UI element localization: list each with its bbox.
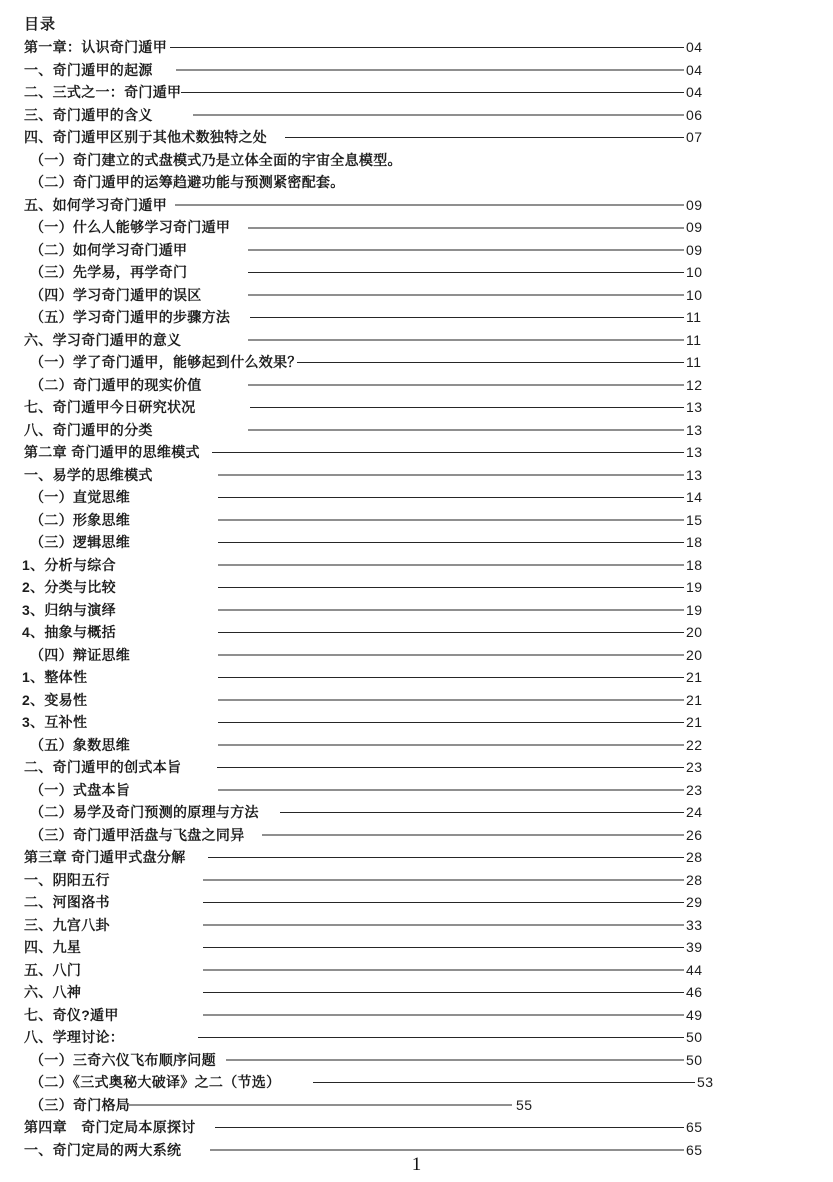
toc-entry [0, 1026, 833, 1049]
leader-line [203, 992, 684, 993]
toc-page-number: 23 [686, 781, 703, 798]
leader-line [218, 587, 684, 588]
toc-page-number: 04 [686, 84, 703, 101]
toc-page-number: 55 [516, 1096, 533, 1113]
leader-line [170, 47, 684, 48]
toc-page-number: 10 [686, 264, 703, 281]
leader-line [248, 384, 684, 386]
toc-entry [0, 891, 833, 914]
toc-entry [0, 59, 833, 82]
toc-entry-title: （四）辩证思维 [30, 646, 131, 663]
leader-line [218, 677, 684, 678]
leader-line [218, 519, 684, 521]
toc-page-number: 53 [697, 1074, 714, 1091]
toc-entry [0, 689, 833, 712]
toc-page-number: 24 [686, 804, 703, 821]
leader-line [203, 879, 684, 881]
toc-page-number: 12 [686, 376, 703, 393]
toc-entry-title: 一、奇门定局的两大系统 [24, 1141, 182, 1158]
toc-entry-title: 一、阴阳五行 [24, 871, 110, 888]
toc-entry-title: （五）学习奇门遁甲的步骤方法 [30, 309, 231, 326]
toc-entry-title: （二）易学及奇门预测的原理与方法 [30, 804, 259, 821]
toc-entry [0, 756, 833, 779]
toc-entry [0, 419, 833, 442]
leader-line [217, 767, 684, 768]
toc-page-number: 29 [686, 894, 703, 911]
toc-entry [0, 509, 833, 532]
toc-entry [0, 261, 833, 284]
toc-entry [0, 734, 833, 757]
toc-entries [0, 36, 833, 1161]
toc-entry [0, 531, 833, 554]
leader-line [285, 137, 684, 138]
toc-entry [0, 464, 833, 487]
toc-page-number: 13 [686, 444, 703, 461]
toc-entry [0, 1049, 833, 1072]
toc-entry-title: （一）直觉思维 [30, 489, 131, 506]
toc-entry [0, 711, 833, 734]
toc-entry [0, 554, 833, 577]
toc-entry [0, 171, 833, 194]
toc-page-number: 19 [686, 579, 703, 596]
toc-entry [0, 914, 833, 937]
toc-entry [0, 36, 833, 59]
toc-entry-title: （一）三奇六仪飞布顺序问题 [30, 1051, 216, 1068]
toc-page-number: 15 [686, 511, 703, 528]
leader-line [203, 924, 684, 926]
toc-page-number: 21 [686, 669, 703, 686]
toc-entry-title: 3、互补性 [22, 714, 88, 731]
toc-entry-title: （二）奇门遁甲的运筹趋避功能与预测紧密配套。 [30, 174, 345, 191]
toc-page-number: 65 [686, 1119, 703, 1136]
toc-entry [0, 801, 833, 824]
toc-entry [0, 599, 833, 622]
toc-entry-title: 八、学理讨论： [24, 1029, 125, 1046]
toc-entry [0, 959, 833, 982]
toc-entry [0, 374, 833, 397]
leader-line [203, 902, 684, 903]
toc-page-number: 22 [686, 736, 703, 753]
leader-line [248, 339, 684, 341]
toc-page-number: 11 [686, 331, 702, 348]
toc-page-number: 13 [686, 421, 703, 438]
toc-entry-title: （二）《三式奥秘大破译》之二（节选） [30, 1074, 281, 1091]
toc-page-number: 14 [686, 489, 703, 506]
toc-entry-title: （一）学了奇门遁甲，能够起到什么效果？ [30, 354, 302, 371]
leader-line [218, 789, 684, 791]
leader-line [248, 272, 684, 273]
toc-entry [0, 846, 833, 869]
toc-entry-title: （一）式盘本旨 [30, 781, 131, 798]
toc-entry-title: 六、学习奇门遁甲的意义 [24, 331, 182, 348]
toc-page-number: 11 [686, 354, 702, 371]
toc-page-number: 33 [686, 916, 703, 933]
toc-entry-title: （三）奇门遁甲活盘与飞盘之同异 [30, 826, 245, 843]
toc-entry [0, 486, 833, 509]
toc-page-number: 19 [686, 601, 703, 618]
toc-page-number: 10 [686, 286, 703, 303]
toc-entry [0, 824, 833, 847]
toc-page-number: 13 [686, 466, 703, 483]
toc-entry-title: 第二章 奇门遁甲的思维模式 [24, 444, 200, 461]
toc-entry-title: 第三章 奇门遁甲式盘分解 [24, 849, 186, 866]
toc-entry-title: （一）奇门建立的式盘模式乃是立体全面的宇宙全息模型。 [30, 151, 402, 168]
leader-line [218, 744, 684, 746]
leader-line [215, 1127, 684, 1128]
toc-page-number: 07 [686, 129, 703, 146]
leader-line [218, 564, 684, 566]
toc-entry-title: 2、分类与比较 [22, 579, 116, 596]
toc-page-number: 23 [686, 759, 703, 776]
toc-entry [0, 126, 833, 149]
toc-entry-title: 第四章 奇门定局本原探讨 [24, 1119, 196, 1136]
toc-entry-title: 八、奇门遁甲的分类 [24, 421, 153, 438]
toc-entry-title: （一）什么人能够学习奇门遁甲 [30, 219, 231, 236]
toc-entry-title: （三）奇门格局 [30, 1096, 131, 1113]
leader-line [226, 1059, 684, 1061]
toc-entry [0, 216, 833, 239]
leader-line [198, 1037, 684, 1038]
toc-entry-title: （二）奇门遁甲的现实价值 [30, 376, 202, 393]
toc-entry-title: 七、奇门遁甲今日研究状况 [24, 399, 196, 416]
toc-entry-title: 四、九星 [24, 939, 82, 956]
toc-entry [0, 149, 833, 172]
toc-entry-title: 四、奇门遁甲区别于其他术数独特之处 [24, 129, 268, 146]
leader-line [212, 452, 684, 453]
toc-page-number: 09 [686, 219, 703, 236]
toc-page-number: 46 [686, 984, 703, 1001]
toc-page-number: 28 [686, 849, 703, 866]
leader-line [128, 1104, 512, 1106]
toc-page-number: 04 [686, 39, 703, 56]
toc-entry-title: （二）如何学习奇门遁甲 [30, 241, 188, 258]
toc-entry-title: （三）逻辑思维 [30, 534, 131, 551]
toc-page-number: 20 [686, 646, 703, 663]
toc-page-number: 49 [686, 1006, 703, 1023]
toc-page-number: 28 [686, 871, 703, 888]
leader-line [250, 317, 684, 318]
toc-page-number: 50 [686, 1029, 703, 1046]
toc-entry-title: 二、河图洛书 [24, 894, 110, 911]
toc-entry-title: 1、分析与综合 [22, 556, 116, 573]
toc-page-number: 18 [686, 534, 703, 551]
toc-page-number: 50 [686, 1051, 703, 1068]
toc-entry [0, 396, 833, 419]
toc-entry-title: 3、归纳与演绎 [22, 601, 116, 618]
toc-page-number: 44 [686, 961, 703, 978]
leader-line [210, 1149, 684, 1151]
toc-entry [0, 306, 833, 329]
leader-line [203, 947, 684, 948]
leader-line [248, 227, 684, 229]
leader-line [248, 294, 684, 296]
leader-line [175, 204, 684, 206]
toc-entry [0, 779, 833, 802]
toc-entry [0, 351, 833, 374]
toc-entry-title: 1、整体性 [22, 669, 88, 686]
toc-entry-title: 第一章：认识奇门遁甲 [24, 39, 167, 56]
toc-entry-title: 4、抽象与概括 [22, 624, 116, 641]
toc-entry-title: 2、变易性 [22, 691, 88, 708]
toc-page-number: 18 [686, 556, 703, 573]
toc-entry [0, 666, 833, 689]
leader-line [262, 834, 684, 836]
toc-page-number: 20 [686, 624, 703, 641]
leader-line [218, 722, 684, 723]
toc-page-number: 26 [686, 826, 703, 843]
leader-line [203, 1014, 684, 1016]
leader-line [203, 969, 684, 971]
toc-page-number: 21 [686, 691, 703, 708]
toc-entry [0, 936, 833, 959]
toc-title: 目录 [24, 16, 57, 33]
leader-line [280, 812, 684, 813]
toc-entry [0, 104, 833, 127]
toc-entry [0, 1094, 833, 1117]
leader-line [218, 699, 684, 701]
toc-entry-title: （二）形象思维 [30, 511, 131, 528]
toc-page-number: 06 [686, 106, 703, 123]
toc-entry [0, 1116, 833, 1139]
leader-line [218, 654, 684, 656]
leader-line [181, 92, 684, 93]
toc-entry [0, 81, 833, 104]
toc-entry-title: （五）象数思维 [30, 736, 131, 753]
leader-line [218, 542, 684, 543]
toc-entry-title: 三、九宫八卦 [24, 916, 110, 933]
footer-page-number: 1 [411, 1154, 422, 1175]
leader-line [208, 857, 684, 858]
toc-entry-title: 一、奇门遁甲的起源 [24, 61, 153, 78]
leader-line [250, 407, 684, 408]
leader-line [218, 497, 684, 498]
toc-page-number: 09 [686, 241, 703, 258]
toc-page-number: 21 [686, 714, 703, 731]
leader-line [218, 609, 684, 611]
toc-page-number: 09 [686, 196, 703, 213]
toc-entry [0, 1004, 833, 1027]
toc-entry [0, 1071, 833, 1094]
toc-entry-title: 五、八门 [24, 961, 82, 978]
toc-page-number: 04 [686, 61, 703, 78]
toc-entry-title: 二、奇门遁甲的创式本旨 [24, 759, 182, 776]
leader-line [193, 114, 684, 116]
leader-line [297, 362, 684, 363]
leader-line [176, 69, 684, 71]
toc-entry [0, 576, 833, 599]
leader-line [248, 429, 684, 431]
toc-entry [0, 441, 833, 464]
toc-entry [0, 329, 833, 352]
toc-entry [0, 239, 833, 262]
leader-line [218, 474, 684, 476]
toc-entry [0, 981, 833, 1004]
toc-entry-title: 七、奇仪?遁甲 [24, 1006, 119, 1023]
toc-entry-title: 六、八神 [24, 984, 82, 1001]
toc-page-number: 13 [686, 399, 703, 416]
toc-page-number: 39 [686, 939, 703, 956]
toc-page-number: 65 [686, 1141, 703, 1158]
leader-line [218, 632, 684, 633]
toc-page-number: 11 [686, 309, 702, 326]
toc-entry-title: 三、奇门遁甲的含义 [24, 106, 153, 123]
leader-line [313, 1082, 695, 1083]
toc-entry-title: 二、三式之一：奇门遁甲 [24, 84, 182, 101]
toc-entry-title: 一、易学的思维模式 [24, 466, 153, 483]
toc-entry [0, 621, 833, 644]
leader-line [248, 249, 684, 251]
toc-entry [0, 194, 833, 217]
toc-entry [0, 284, 833, 307]
toc-entry [0, 869, 833, 892]
toc-entry-title: （四）学习奇门遁甲的误区 [30, 286, 202, 303]
toc-entry [0, 644, 833, 667]
toc-entry-title: 五、如何学习奇门遁甲 [24, 196, 167, 213]
toc-entry-title: （三）先学易，再学奇门 [30, 264, 188, 281]
